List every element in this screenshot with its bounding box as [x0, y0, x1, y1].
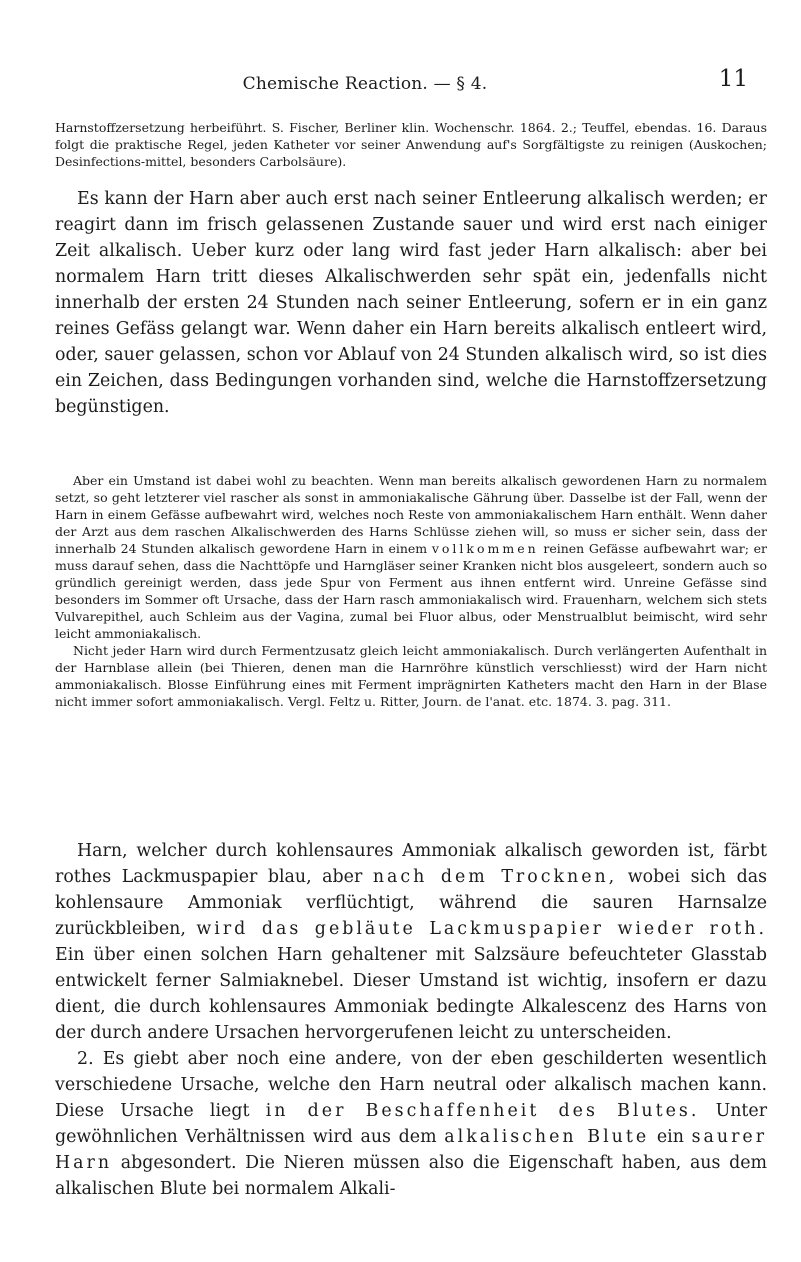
body-paragraph-litmus: Harn, welcher durch kohlensaures Ammoniak alkalisch geworden ist, färbt rothes Lackmuspapier blau, aber nach dem Trocknen, wobei sich das kohlensaure Ammoniak verflüchtigt, während die sauren Harnsalze zurückbleiben, wird das gebläute Lackmuspapier wieder roth. Ein über einen solchen Harn gehaltener mit Salzsäure befeuchteter Glasstab entwickelt ferner Salmiaknebel. Dieser Umstand ist wichtig, insofern er dazu dient, die durch kohlensaures Ammoniak bedingte Alkalescenz des Harns von der durch andere Ursachen hervorgerufenen leicht zu unterscheiden. [55, 841, 768, 1043]
emphasis-spaced: in der Beschaffenheit des Blutes. [265, 1101, 700, 1121]
footnote-paragraph: Harnstoffzersetzung herbeiführt. S. Fischer, Berliner klin. Wochenschr. 1864. 2.; Teuffel, ebendas. 16. Daraus folgt die praktische Regel, jeden Katheter vor seiner Anwendung auf's Sorgfältigste zu reinigen (Auskochen; Desinfections-mittel, besonders Carbolsäure). [55, 120, 767, 169]
running-head [110, 66, 760, 98]
body-paragraph: Es kann der Harn aber auch erst nach seiner Entleerung alkalisch werden; er reagirt dann im frisch gelassenen Zustande sauer und wird erst nach einiger Zeit alkalisch. Ueber kurz oder lang wird fast jeder Harn alkalisch: aber bei normalem Harn tritt dieses Alkalischwerden sehr spät ein, jedenfalls nicht innerhalb der ersten 24 Stunden nach seiner Entleerung, sofern er in ein ganz reines Gefäss gelangt war. Wenn daher ein Harn bereits alkalisch entleert wird, oder, sauer gelassen, schon vor Ablauf von 24 Stunden alkalisch wird, so ist dies ein Zeichen, dass Bedingungen vorhanden sind, welche die Harnstoffzersetzung begünstigen. [55, 189, 767, 417]
page-number: 11 [718, 66, 748, 92]
body-paragraph-alkaline-after-voiding [55, 186, 767, 420]
running-title: Chemische Reaction. — § 4. [242, 74, 488, 94]
footnote-continuation [55, 119, 767, 170]
footnote-paragraph-2: Nicht jeder Harn wird durch Fermentzusatz gleich leicht ammoniakalisch. Durch verlängerten Aufenthalt in der Harnblase allein (bei Thieren, denen man die Harnröhre künstlich verschliesst) wird der Harn nicht ammoniakalisch. Blosse Einführung eines mit Ferment imprägnirten Katheters macht den Harn in der Blase nicht immer sofort ammoniakalisch. Vergl. Feltz u. Ritter, Journ. de l'anat. etc. 1874. 3. pag. 311. [55, 643, 767, 709]
emphasis-spaced: alkalischen Blute [444, 1127, 650, 1147]
footnote-paragraph-1: Aber ein Umstand ist dabei wohl zu beachten. Wenn man bereits alkalisch gewordenen Harn zu normalem setzt, so geht letzterer viel rascher als sonst in ammoniakalische Gährung über. Dasselbe ist der Fall, wenn der Harn in einem Gefässe aufbewahrt wird, welches noch Reste von ammoniakalischem Harn enthält. Wenn daher der Arzt aus dem raschen Alkalischwerden des Harns Schlüsse ziehen will, so muss er sicher sein, dass der innerhalb 24 Stunden alkalisch gewordene Harn in einem vollkommen reinen Gefässe aufbewahrt war; er muss darauf sehen, dass die Nachttöpfe und Harngläser seiner Kranken nicht blos ausgeleert, sondern auch so gründlich gereinigt werden, dass jede Spur von Ferment aus ihnen entfernt wird. Unreine Gefässe sind besonders im Sommer oft Ursache, dass der Harn rasch ammoniakalisch wird. Frauenharn, welchem sich stets Vulvarepithel, auch Schleim aus der Vagina, zumal bei Fluor albus, oder Menstrualblut beimischt, wird sehr leicht ammoniakalisch. [55, 473, 767, 641]
emphasis-spaced: wird das gebläute Lackmuspapier wieder roth. [196, 919, 767, 939]
body-paragraph-blood-cause: 2. Es giebt aber noch eine andere, von der eben geschilderten wesentlich verschiedene Ursache, welche den Harn neutral oder alkalisch machen kann. Diese Ursache liegt in der Beschaffenheit des Blutes. Unter gewöhnlichen Verhältnissen wird aus dem alkalischen Blute ein saurer Harn abgesondert. Die Nieren müssen also die Eigenschaft haben, aus dem alkalischen Blute bei normalem Alkali- [55, 1049, 768, 1199]
body-section-ammonia-test [55, 838, 767, 1202]
emphasis-spaced: nach dem Trocknen, [372, 867, 618, 887]
emphasis-spaced: saurer Harn [55, 1127, 768, 1173]
emphasis-spaced: vollkommen [431, 541, 539, 556]
footnote-ferment [55, 472, 767, 710]
